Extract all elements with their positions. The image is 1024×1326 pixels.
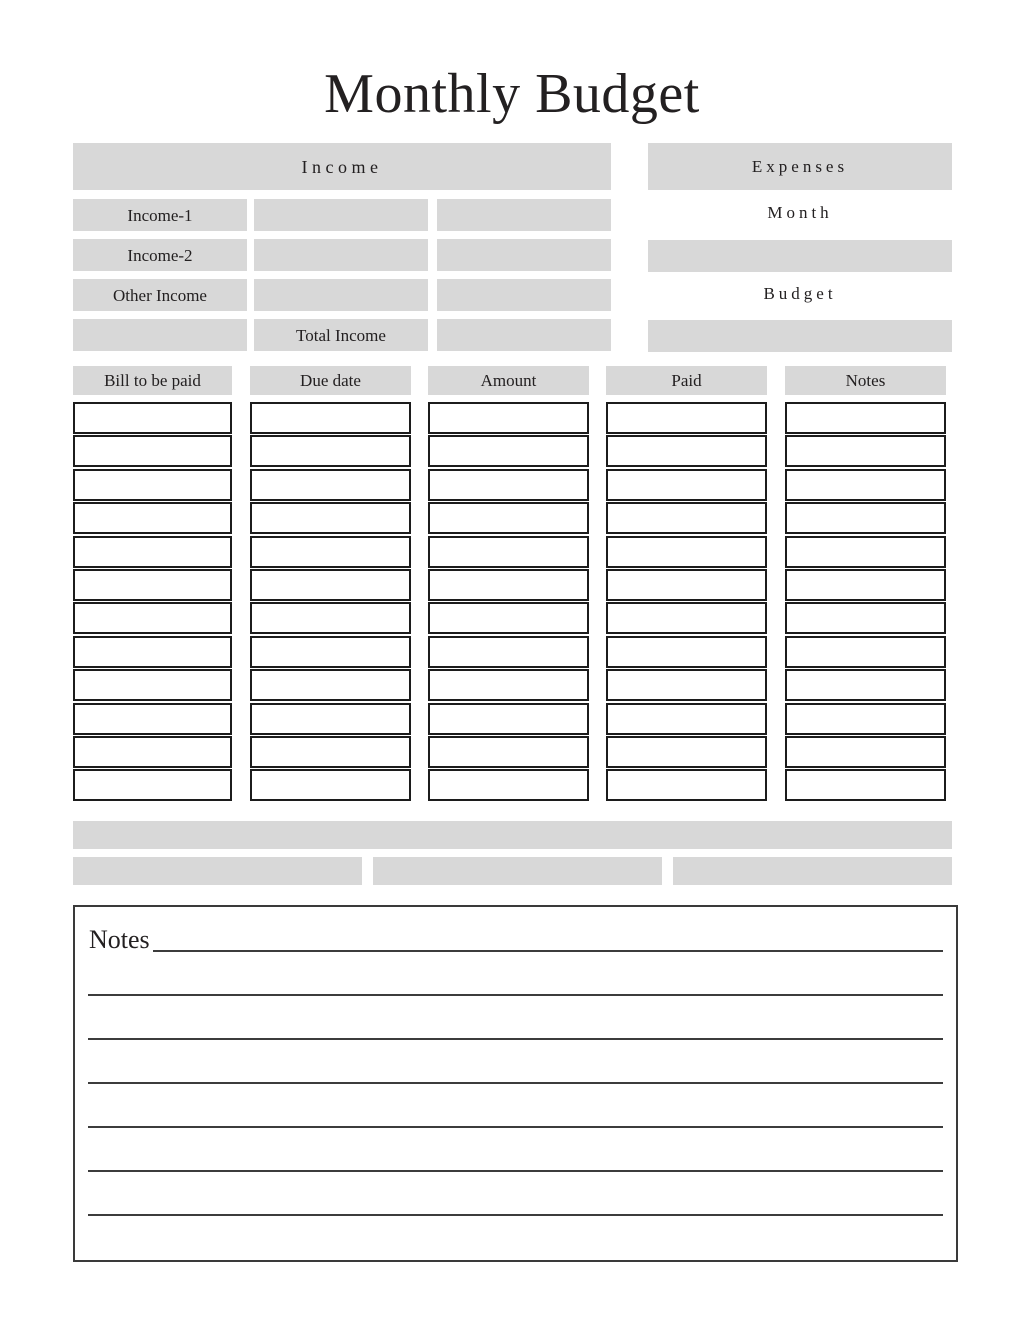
notes-line[interactable]	[88, 1126, 943, 1128]
table-cell-value	[608, 771, 765, 799]
table-cell-value	[75, 771, 230, 799]
income-row-3-value2	[437, 279, 611, 311]
table-row-cell[interactable]	[428, 736, 589, 768]
table-row-cell[interactable]	[785, 736, 946, 768]
table-row-cell[interactable]	[250, 769, 411, 801]
table-cell-value	[787, 604, 944, 632]
table-row-cell[interactable]	[73, 569, 232, 601]
table-row-cell[interactable]	[785, 703, 946, 735]
table-cell-value	[787, 504, 944, 532]
table-cell-value	[608, 604, 765, 632]
notes-label: Notes	[89, 925, 150, 954]
table-cell-value	[787, 738, 944, 766]
table-row-cell[interactable]	[606, 703, 767, 735]
table-cell-value	[252, 771, 409, 799]
table-row-cell[interactable]	[785, 402, 946, 434]
table-row-cell[interactable]	[606, 469, 767, 501]
table-cell-value	[430, 771, 587, 799]
notes-line[interactable]	[88, 1038, 943, 1040]
table-cell-value	[787, 771, 944, 799]
table-cell-value	[252, 437, 409, 465]
table-row-cell[interactable]	[428, 769, 589, 801]
table-cell-value	[75, 504, 230, 532]
table-row-cell[interactable]	[428, 636, 589, 668]
expenses-budget-label: Budget	[763, 283, 837, 303]
table-row-cell[interactable]	[785, 569, 946, 601]
table-row-cell[interactable]	[606, 402, 767, 434]
table-row-cell[interactable]	[606, 769, 767, 801]
table-row-cell[interactable]	[428, 435, 589, 467]
expenses-heading-label: Expenses	[751, 157, 849, 176]
page-title: Monthly Budget	[324, 63, 700, 125]
notes-line[interactable]	[88, 994, 943, 996]
table-cell-value	[75, 638, 230, 666]
table-cell-value	[252, 571, 409, 599]
table-row-cell[interactable]	[785, 669, 946, 701]
table-cell-value	[252, 604, 409, 632]
table-row-cell[interactable]	[428, 703, 589, 735]
summary-bar-1-value	[73, 857, 362, 885]
table-row-cell[interactable]	[606, 569, 767, 601]
table-cell-value	[787, 571, 944, 599]
income-row-4-label	[73, 319, 247, 351]
table-row-cell[interactable]	[73, 769, 232, 801]
table-row-cell[interactable]	[250, 536, 411, 568]
table-cell-value	[430, 571, 587, 599]
table-row-cell[interactable]	[606, 536, 767, 568]
table-row-cell[interactable]	[785, 536, 946, 568]
table-cell-value	[430, 504, 587, 532]
income-row-1-value2	[437, 199, 611, 231]
total-income-label: Total Income	[296, 325, 386, 345]
table-cell-value	[787, 471, 944, 499]
table-row-cell[interactable]	[606, 669, 767, 701]
income-row-2-value	[254, 239, 428, 271]
table-cell-value	[787, 538, 944, 566]
table-row-cell[interactable]	[250, 602, 411, 634]
bills-table-header-label: Due date	[300, 371, 361, 390]
table-row-cell[interactable]	[250, 469, 411, 501]
table-row-cell[interactable]	[606, 435, 767, 467]
table-cell-value	[430, 705, 587, 733]
table-row-cell[interactable]	[73, 636, 232, 668]
table-row-cell[interactable]	[73, 669, 232, 701]
table-cell-value	[608, 504, 765, 532]
table-cell-value	[787, 404, 944, 432]
table-row-cell[interactable]	[73, 502, 232, 534]
table-cell-value	[787, 437, 944, 465]
table-row-cell[interactable]	[73, 402, 232, 434]
table-row-cell[interactable]	[73, 469, 232, 501]
bills-table-header-label: Bill to be paid	[104, 371, 201, 390]
table-cell-value	[608, 671, 765, 699]
total-income-value	[437, 319, 611, 351]
table-cell-value	[608, 404, 765, 432]
table-cell-value	[430, 538, 587, 566]
table-row-cell[interactable]	[606, 602, 767, 634]
table-row-cell[interactable]	[428, 669, 589, 701]
table-row-cell[interactable]	[73, 736, 232, 768]
table-row-cell[interactable]	[250, 502, 411, 534]
table-cell-value	[252, 671, 409, 699]
notes-section[interactable]	[73, 905, 958, 1262]
table-cell-value	[430, 604, 587, 632]
table-row-cell[interactable]	[785, 769, 946, 801]
table-row-cell[interactable]	[250, 435, 411, 467]
income-row-2-value2	[437, 239, 611, 271]
table-row-cell[interactable]	[606, 502, 767, 534]
table-cell-value	[430, 471, 587, 499]
table-cell-value	[252, 538, 409, 566]
bills-table-header-label: Amount	[480, 371, 537, 390]
table-cell-value	[252, 504, 409, 532]
table-row-cell[interactable]	[785, 469, 946, 501]
table-row-cell[interactable]	[73, 602, 232, 634]
table-row-cell[interactable]	[428, 502, 589, 534]
notes-line[interactable]	[88, 1082, 943, 1084]
income-row-1-label: Income-1	[127, 205, 193, 225]
table-cell-value	[75, 538, 230, 566]
table-cell-value	[608, 571, 765, 599]
table-row-cell[interactable]	[73, 536, 232, 568]
table-row-cell[interactable]	[250, 402, 411, 434]
table-cell-value	[608, 738, 765, 766]
table-row-cell[interactable]	[73, 703, 232, 735]
table-cell-value	[608, 471, 765, 499]
table-cell-value	[608, 437, 765, 465]
table-row-cell[interactable]	[250, 636, 411, 668]
table-cell-value	[75, 471, 230, 499]
table-row-cell[interactable]	[785, 636, 946, 668]
table-cell-value	[430, 638, 587, 666]
table-row-cell[interactable]	[428, 536, 589, 568]
table-cell-value	[75, 738, 230, 766]
table-row-cell[interactable]	[250, 736, 411, 768]
table-cell-value	[75, 571, 230, 599]
table-cell-value	[430, 437, 587, 465]
income-row-3-label: Other Income	[113, 285, 207, 305]
bills-table-header-label: Paid	[671, 371, 702, 390]
table-cell-value	[75, 604, 230, 632]
notes-line[interactable]	[88, 1170, 943, 1172]
notes-line[interactable]	[153, 950, 943, 952]
table-row-cell[interactable]	[606, 736, 767, 768]
table-cell-value	[787, 638, 944, 666]
table-row-cell[interactable]	[428, 602, 589, 634]
table-cell-value	[608, 538, 765, 566]
expenses-budget-value	[648, 320, 952, 352]
income-heading-label: Income	[301, 156, 383, 177]
table-cell-value	[608, 705, 765, 733]
table-cell-value	[252, 404, 409, 432]
summary-bar-2-value	[373, 857, 662, 885]
expenses-month-label: Month	[767, 202, 833, 222]
table-row-cell[interactable]	[73, 435, 232, 467]
table-cell-value	[252, 738, 409, 766]
expenses-month-value	[648, 240, 952, 272]
table-cell-value	[787, 671, 944, 699]
table-cell-value	[75, 437, 230, 465]
summary-full-bar-value	[73, 821, 952, 849]
table-cell-value	[252, 471, 409, 499]
table-cell-value	[75, 705, 230, 733]
table-cell-value	[252, 705, 409, 733]
table-cell-value	[252, 638, 409, 666]
table-cell-value	[430, 671, 587, 699]
table-row-cell[interactable]	[250, 569, 411, 601]
table-row-cell[interactable]	[428, 402, 589, 434]
table-row-cell[interactable]	[785, 435, 946, 467]
table-row-cell[interactable]	[250, 703, 411, 735]
summary-bar-3-value	[673, 857, 952, 885]
table-cell-value	[430, 404, 587, 432]
notes-line[interactable]	[88, 1214, 943, 1216]
table-cell-value	[608, 638, 765, 666]
table-row-cell[interactable]	[785, 602, 946, 634]
income-row-2-label: Income-2	[127, 245, 193, 265]
table-cell-value	[430, 738, 587, 766]
income-row-3-value	[254, 279, 428, 311]
table-row-cell[interactable]	[428, 469, 589, 501]
table-cell-value	[787, 705, 944, 733]
table-row-cell[interactable]	[250, 669, 411, 701]
bills-table-header-label: Notes	[845, 371, 886, 390]
income-row-1-value	[254, 199, 428, 231]
table-row-cell[interactable]	[785, 502, 946, 534]
table-cell-value	[75, 404, 230, 432]
table-row-cell[interactable]	[428, 569, 589, 601]
table-cell-value	[75, 671, 230, 699]
table-row-cell[interactable]	[606, 636, 767, 668]
